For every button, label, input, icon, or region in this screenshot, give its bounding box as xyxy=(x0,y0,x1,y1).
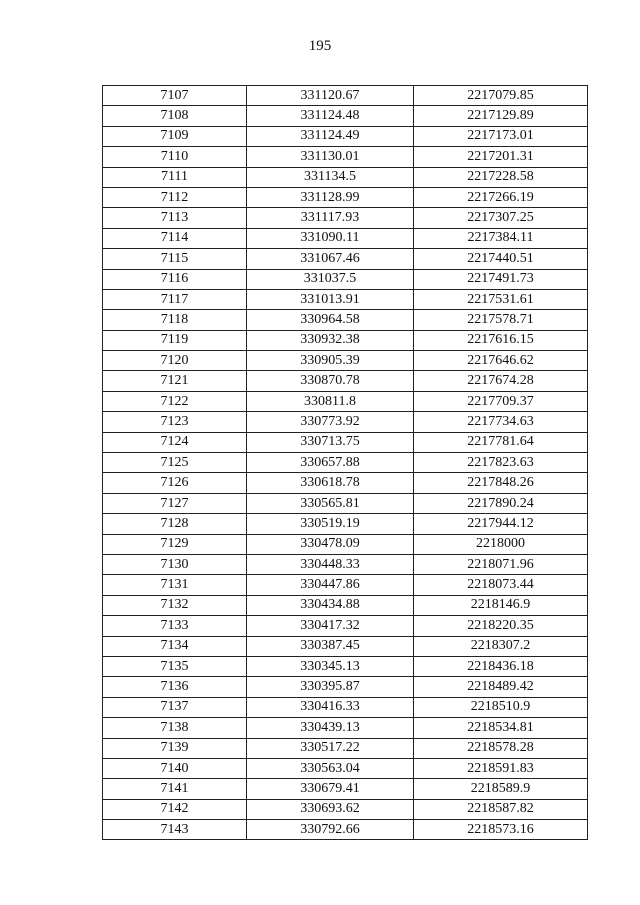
x-coordinate-cell: 330448.33 xyxy=(247,554,414,574)
y-coordinate-cell: 2217848.26 xyxy=(414,473,588,493)
y-coordinate-cell: 2217173.01 xyxy=(414,126,588,146)
y-coordinate-cell: 2218573.16 xyxy=(414,820,588,840)
x-coordinate-cell: 331117.93 xyxy=(247,208,414,228)
x-coordinate-cell: 330811.8 xyxy=(247,391,414,411)
point-number-cell: 7116 xyxy=(103,269,247,289)
x-coordinate-cell: 330964.58 xyxy=(247,310,414,330)
x-coordinate-cell: 331124.49 xyxy=(247,126,414,146)
table-row xyxy=(103,432,588,452)
table-row xyxy=(103,718,588,738)
y-coordinate-cell: 2217531.61 xyxy=(414,289,588,309)
table-row xyxy=(103,820,588,840)
x-coordinate-cell: 330693.62 xyxy=(247,799,414,819)
y-coordinate-cell: 2218000 xyxy=(414,534,588,554)
point-number-cell: 7119 xyxy=(103,330,247,350)
y-coordinate-cell: 2217491.73 xyxy=(414,269,588,289)
y-coordinate-cell: 2218307.2 xyxy=(414,636,588,656)
x-coordinate-cell: 331037.5 xyxy=(247,269,414,289)
page-number: 195 xyxy=(308,38,332,54)
point-number-cell: 7127 xyxy=(103,493,247,513)
table-row xyxy=(103,656,588,676)
point-number-cell: 7122 xyxy=(103,391,247,411)
x-coordinate-cell: 330870.78 xyxy=(247,371,414,391)
y-coordinate-cell: 2218591.83 xyxy=(414,758,588,778)
point-number-cell: 7120 xyxy=(103,351,247,371)
x-coordinate-cell: 330434.88 xyxy=(247,595,414,615)
point-number-cell: 7108 xyxy=(103,106,247,126)
table-row xyxy=(103,351,588,371)
table-row xyxy=(103,595,588,615)
point-number-cell: 7115 xyxy=(103,249,247,269)
x-coordinate-cell: 331013.91 xyxy=(247,289,414,309)
table-row xyxy=(103,289,588,309)
y-coordinate-cell: 2218510.9 xyxy=(414,697,588,717)
table-row xyxy=(103,147,588,167)
x-coordinate-cell: 330713.75 xyxy=(247,432,414,452)
table-row xyxy=(103,677,588,697)
x-coordinate-cell: 331130.01 xyxy=(247,147,414,167)
x-coordinate-cell: 330773.92 xyxy=(247,412,414,432)
x-coordinate-cell: 330387.45 xyxy=(247,636,414,656)
table-row xyxy=(103,697,588,717)
table-row xyxy=(103,799,588,819)
x-coordinate-cell: 331124.48 xyxy=(247,106,414,126)
y-coordinate-cell: 2217646.62 xyxy=(414,351,588,371)
y-coordinate-cell: 2217890.24 xyxy=(414,493,588,513)
table-row xyxy=(103,86,588,106)
x-coordinate-cell: 330395.87 xyxy=(247,677,414,697)
y-coordinate-cell: 2217228.58 xyxy=(414,167,588,187)
table-row xyxy=(103,453,588,473)
y-coordinate-cell: 2217709.37 xyxy=(414,391,588,411)
y-coordinate-cell: 2217616.15 xyxy=(414,330,588,350)
point-number-cell: 7126 xyxy=(103,473,247,493)
point-number-cell: 7141 xyxy=(103,779,247,799)
table-row xyxy=(103,208,588,228)
x-coordinate-cell: 331067.46 xyxy=(247,249,414,269)
table-row xyxy=(103,758,588,778)
point-number-cell: 7136 xyxy=(103,677,247,697)
point-number-cell: 7110 xyxy=(103,147,247,167)
table-row xyxy=(103,391,588,411)
table-row xyxy=(103,779,588,799)
y-coordinate-cell: 2218071.96 xyxy=(414,554,588,574)
point-number-cell: 7131 xyxy=(103,575,247,595)
point-number-cell: 7139 xyxy=(103,738,247,758)
x-coordinate-cell: 330478.09 xyxy=(247,534,414,554)
x-coordinate-cell: 330657.88 xyxy=(247,453,414,473)
point-number-cell: 7117 xyxy=(103,289,247,309)
y-coordinate-cell: 2218146.9 xyxy=(414,595,588,615)
y-coordinate-cell: 2218220.35 xyxy=(414,616,588,636)
table-row xyxy=(103,269,588,289)
point-number-cell: 7128 xyxy=(103,514,247,534)
y-coordinate-cell: 2217079.85 xyxy=(414,86,588,106)
x-coordinate-cell: 330417.32 xyxy=(247,616,414,636)
point-number-cell: 7135 xyxy=(103,656,247,676)
table-row xyxy=(103,126,588,146)
table-row xyxy=(103,371,588,391)
x-coordinate-cell: 331090.11 xyxy=(247,228,414,248)
coordinates-table xyxy=(102,85,588,840)
table-row xyxy=(103,249,588,269)
x-coordinate-cell: 331120.67 xyxy=(247,86,414,106)
y-coordinate-cell: 2217674.28 xyxy=(414,371,588,391)
y-coordinate-cell: 2217781.64 xyxy=(414,432,588,452)
point-number-cell: 7111 xyxy=(103,167,247,187)
point-number-cell: 7118 xyxy=(103,310,247,330)
point-number-cell: 7123 xyxy=(103,412,247,432)
table-row xyxy=(103,412,588,432)
y-coordinate-cell: 2217201.31 xyxy=(414,147,588,167)
point-number-cell: 7134 xyxy=(103,636,247,656)
point-number-cell: 7138 xyxy=(103,718,247,738)
x-coordinate-cell: 330345.13 xyxy=(247,656,414,676)
point-number-cell: 7132 xyxy=(103,595,247,615)
table-row xyxy=(103,514,588,534)
y-coordinate-cell: 2218489.42 xyxy=(414,677,588,697)
x-coordinate-cell: 331128.99 xyxy=(247,187,414,207)
table-row xyxy=(103,738,588,758)
table-row xyxy=(103,228,588,248)
point-number-cell: 7121 xyxy=(103,371,247,391)
point-number-cell: 7124 xyxy=(103,432,247,452)
y-coordinate-cell: 2217578.71 xyxy=(414,310,588,330)
table-row xyxy=(103,106,588,126)
x-coordinate-cell: 330679.41 xyxy=(247,779,414,799)
x-coordinate-cell: 330517.22 xyxy=(247,738,414,758)
x-coordinate-cell: 331134.5 xyxy=(247,167,414,187)
table-row xyxy=(103,575,588,595)
y-coordinate-cell: 2217944.12 xyxy=(414,514,588,534)
table-row xyxy=(103,330,588,350)
x-coordinate-cell: 330932.38 xyxy=(247,330,414,350)
y-coordinate-cell: 2217384.11 xyxy=(414,228,588,248)
point-number-cell: 7107 xyxy=(103,86,247,106)
point-number-cell: 7125 xyxy=(103,453,247,473)
x-coordinate-cell: 330563.04 xyxy=(247,758,414,778)
table-row xyxy=(103,473,588,493)
point-number-cell: 7137 xyxy=(103,697,247,717)
point-number-cell: 7142 xyxy=(103,799,247,819)
y-coordinate-cell: 2217307.25 xyxy=(414,208,588,228)
table-row xyxy=(103,616,588,636)
y-coordinate-cell: 2218587.82 xyxy=(414,799,588,819)
y-coordinate-cell: 2218436.18 xyxy=(414,656,588,676)
point-number-cell: 7143 xyxy=(103,820,247,840)
y-coordinate-cell: 2217266.19 xyxy=(414,187,588,207)
y-coordinate-cell: 2217440.51 xyxy=(414,249,588,269)
point-number-cell: 7129 xyxy=(103,534,247,554)
x-coordinate-cell: 330618.78 xyxy=(247,473,414,493)
x-coordinate-cell: 330565.81 xyxy=(247,493,414,513)
table-row xyxy=(103,534,588,554)
x-coordinate-cell: 330792.66 xyxy=(247,820,414,840)
y-coordinate-cell: 2218589.9 xyxy=(414,779,588,799)
point-number-cell: 7114 xyxy=(103,228,247,248)
x-coordinate-cell: 330519.19 xyxy=(247,514,414,534)
y-coordinate-cell: 2218578.28 xyxy=(414,738,588,758)
table-row xyxy=(103,310,588,330)
table-row xyxy=(103,554,588,574)
y-coordinate-cell: 2217823.63 xyxy=(414,453,588,473)
x-coordinate-cell: 330416.33 xyxy=(247,697,414,717)
y-coordinate-cell: 2217129.89 xyxy=(414,106,588,126)
point-number-cell: 7112 xyxy=(103,187,247,207)
y-coordinate-cell: 2217734.63 xyxy=(414,412,588,432)
point-number-cell: 7109 xyxy=(103,126,247,146)
x-coordinate-cell: 330905.39 xyxy=(247,351,414,371)
point-number-cell: 7113 xyxy=(103,208,247,228)
point-number-cell: 7140 xyxy=(103,758,247,778)
y-coordinate-cell: 2218534.81 xyxy=(414,718,588,738)
point-number-cell: 7133 xyxy=(103,616,247,636)
x-coordinate-cell: 330447.86 xyxy=(247,575,414,595)
coordinates-table-body xyxy=(103,86,588,840)
table-row xyxy=(103,167,588,187)
table-row xyxy=(103,493,588,513)
table-row xyxy=(103,636,588,656)
y-coordinate-cell: 2218073.44 xyxy=(414,575,588,595)
x-coordinate-cell: 330439.13 xyxy=(247,718,414,738)
point-number-cell: 7130 xyxy=(103,554,247,574)
table-row xyxy=(103,187,588,207)
